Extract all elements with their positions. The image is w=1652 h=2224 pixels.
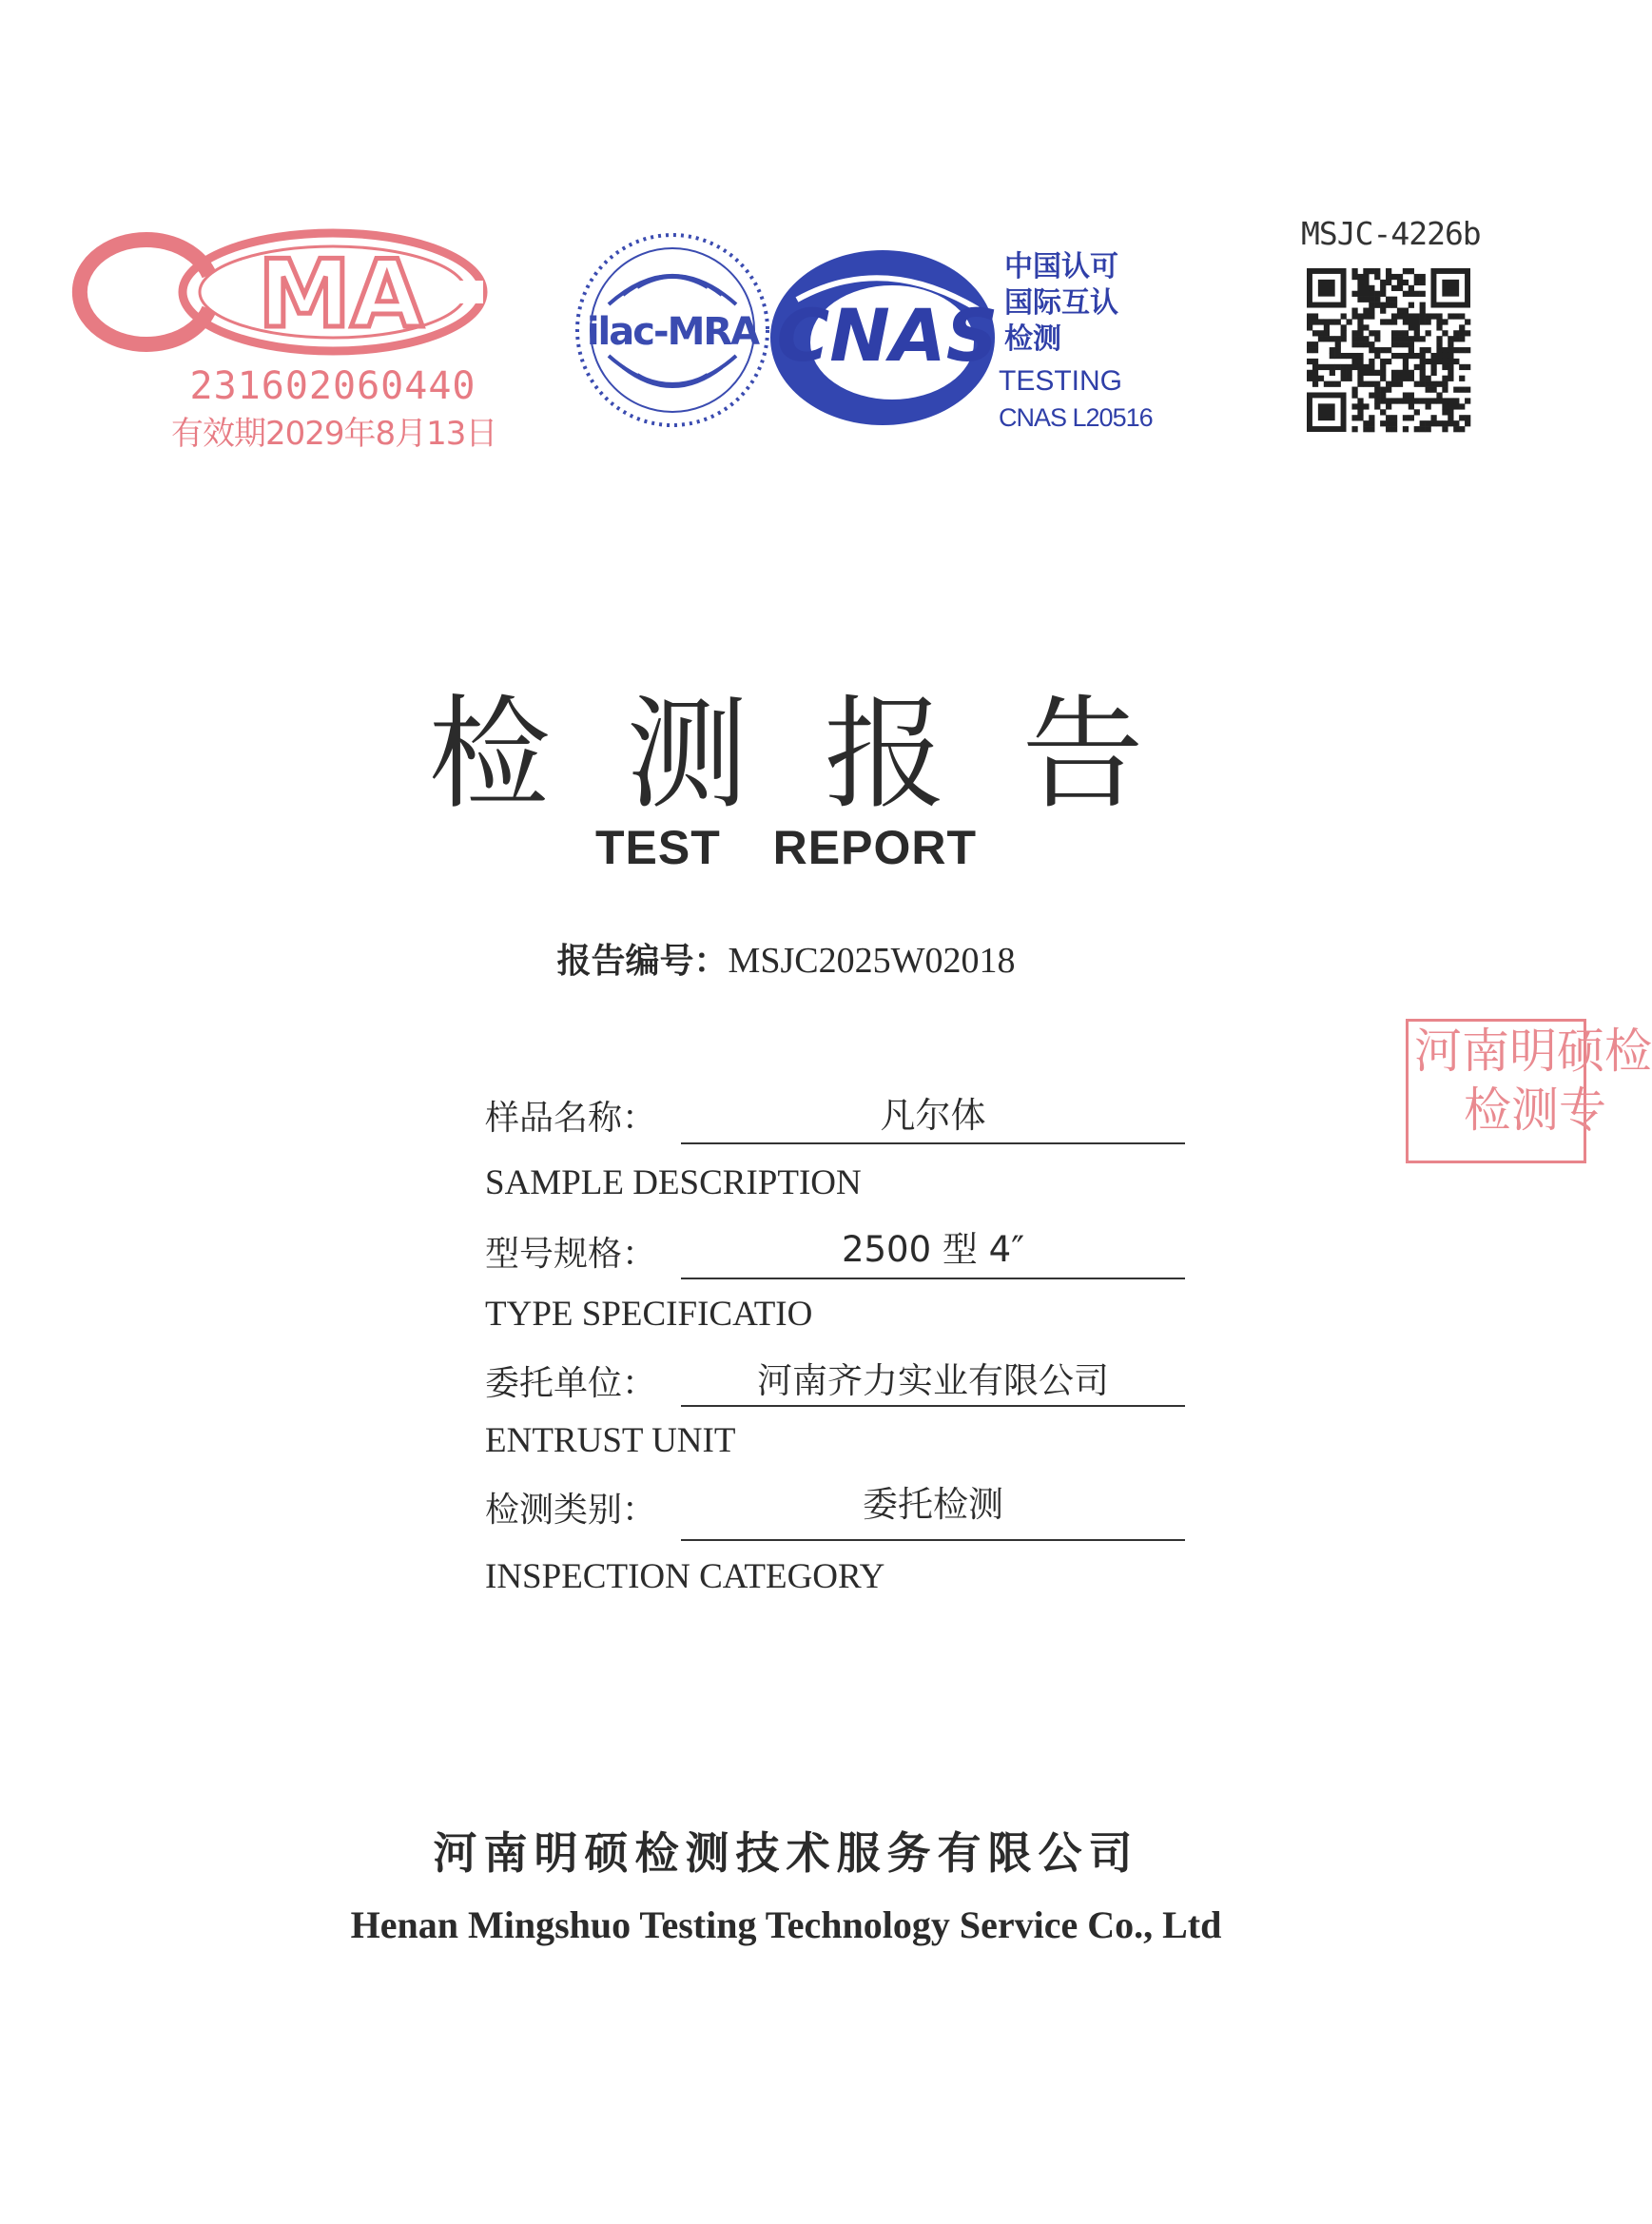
page-title-en: TEST REPORT (594, 821, 978, 874)
page-title: 检测报告 (428, 684, 1220, 826)
side-seal (1406, 1019, 1652, 1163)
cma-mark-icon (171, 224, 495, 366)
cnas-testing-label: TESTING (999, 365, 1123, 397)
type-spec-label-en: TYPE SPECIFICATIO (485, 1295, 813, 1334)
report-number (0, 934, 1572, 983)
field-underline (681, 1142, 1185, 1144)
cnas-number: CNAS L20516 (999, 403, 1153, 432)
type-spec-label: 型号规格： (485, 1235, 657, 1274)
cma-mark-text: MA (258, 241, 423, 349)
field-underline (681, 1405, 1185, 1407)
entrust-unit-label-en: ENTRUST UNIT (485, 1421, 736, 1460)
form-code: MSJC-4226b (1301, 215, 1481, 252)
ilac-mra-text: ilac-MRA (586, 310, 759, 354)
side-seal-line: 检测专 (1464, 1083, 1606, 1138)
cnas-recognition-line: 中国认可 (1004, 250, 1118, 283)
field-underline (681, 1278, 1185, 1279)
cma-number: 231602060440 (189, 364, 476, 408)
sample-name-value: 凡尔体 (880, 1095, 986, 1136)
cnas-logo (768, 243, 1006, 433)
side-seal-line: 河南明硕检 (1414, 1024, 1652, 1079)
company-name-en: Henan Mingshuo Testing Technology Service Co., Ltd (350, 1903, 1222, 1946)
ilac-mra-logo (571, 228, 775, 433)
type-spec-value: 2500 型 4″ (841, 1229, 1025, 1270)
cnas-recognition-line: 国际互认 (1004, 286, 1118, 320)
field-underline (681, 1539, 1185, 1541)
cnas-recognition (1004, 249, 1118, 358)
cnas-recognition-line: 检测 (1004, 322, 1061, 356)
sample-name-label-en: SAMPLE DESCRIPTION (485, 1163, 862, 1202)
sample-name-label: 样品名称： (485, 1099, 657, 1138)
qr-code-icon (1307, 268, 1470, 432)
inspection-category-value: 委托检测 (863, 1484, 1003, 1525)
cma-logo (171, 224, 495, 461)
report-number-value: MSJC2025W02018 (728, 941, 1016, 981)
entrust-unit-value: 河南齐力实业有限公司 (757, 1360, 1109, 1401)
entrust-unit-label: 委托单位： (485, 1364, 657, 1403)
inspection-category-label: 检测类别： (485, 1491, 657, 1530)
cnas-globe-icon (768, 243, 1006, 433)
ilac-mra-icon (571, 228, 775, 433)
company-name: 河南明硕检测技术服务有限公司 (433, 1827, 1139, 1879)
cma-validity: 有效期2029年8月13日 (171, 415, 497, 453)
cnas-mark-text: CNAS (776, 293, 999, 378)
inspection-category-label-en: INSPECTION CATEGORY (485, 1557, 885, 1596)
report-number-label: 报告编号： (556, 942, 729, 981)
